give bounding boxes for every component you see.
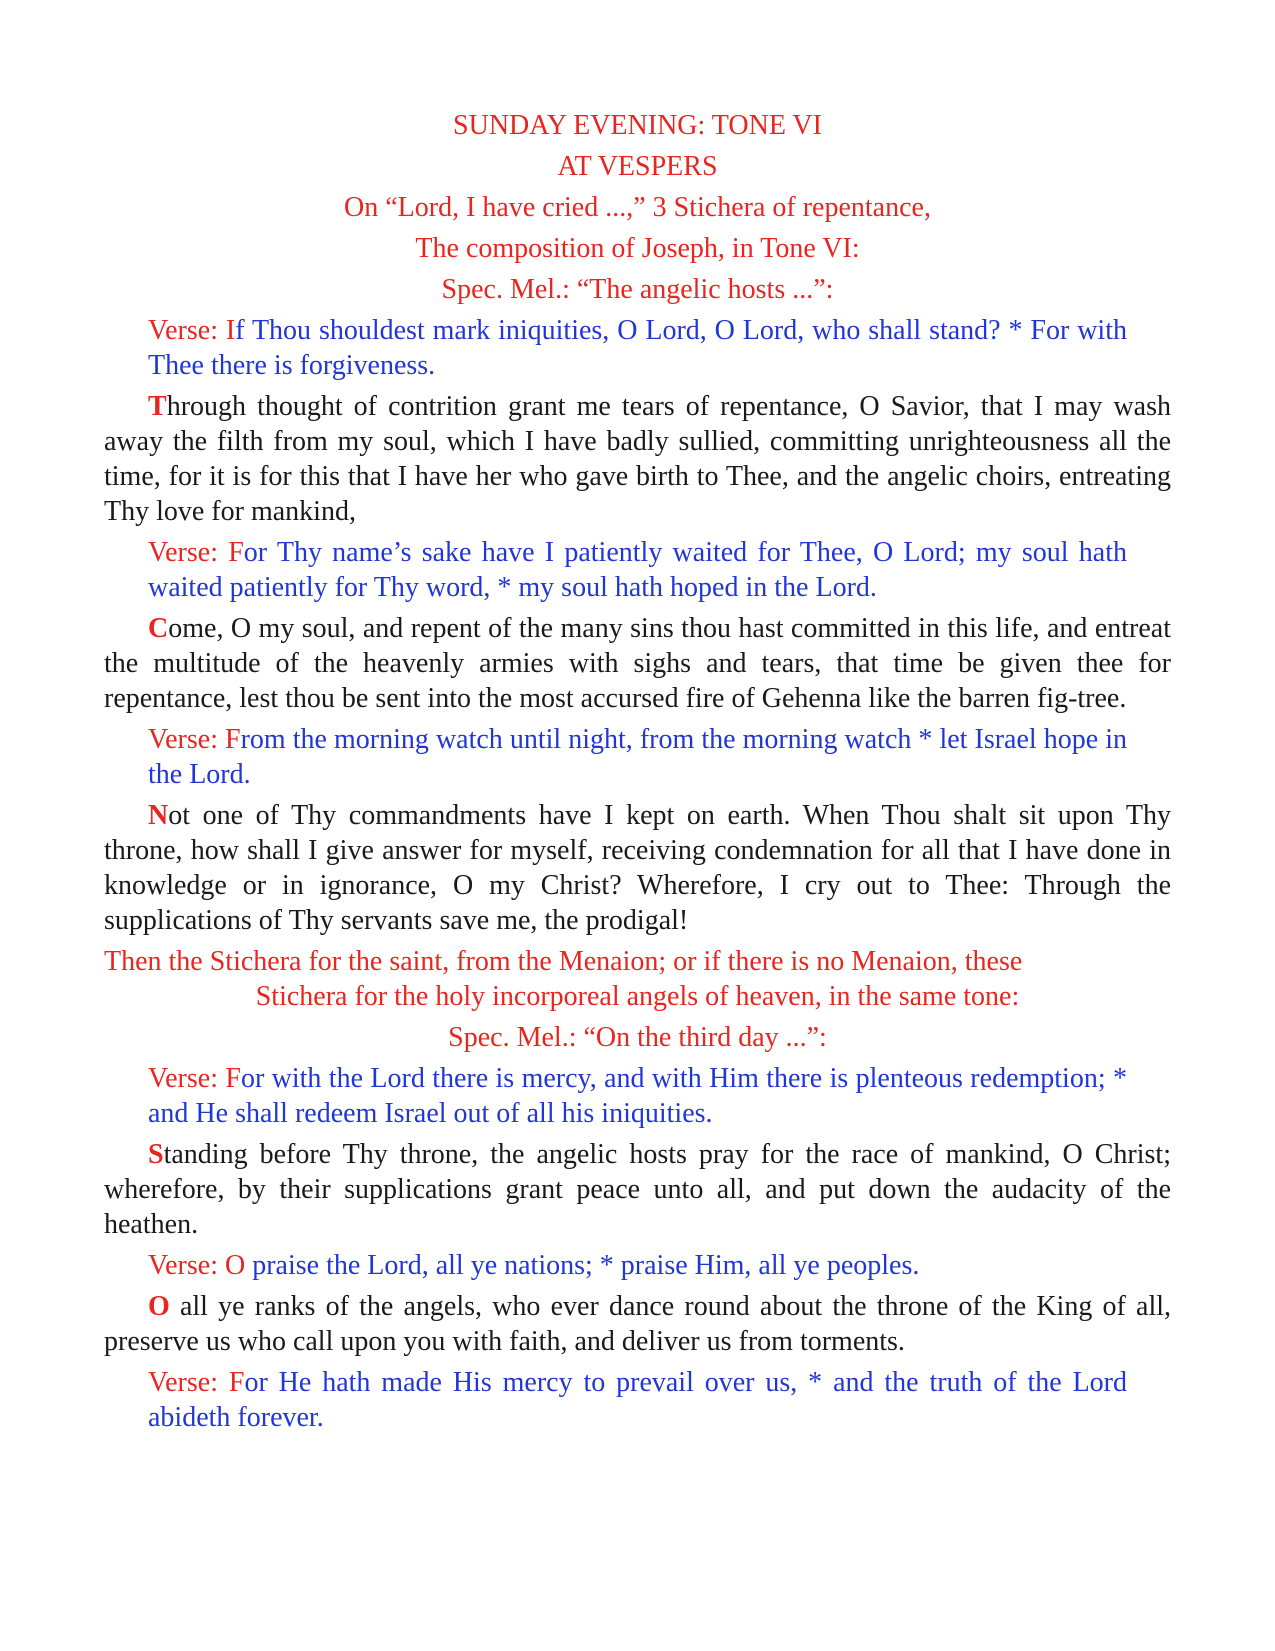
sticheron-initial: N	[148, 800, 169, 831]
sticheron	[104, 1289, 1171, 1359]
verse-lead-letter: F	[225, 724, 241, 755]
rubric-angels: Stichera for the holy incorporeal angels of heaven, in the same tone:	[255, 981, 1020, 1012]
verse-label: Verse:	[148, 1250, 225, 1281]
rubric-special-melody-2: Spec. Mel.: “On the third day ...”:	[448, 1022, 827, 1053]
sticheron-initial: T	[148, 391, 167, 422]
sticheron-text: ot one of Thy commandments have I kept on earth. When Thou shalt sit upon Thy throne, how shall I give answer for myself, receiving condemnation for all that I have done in knowledge or in ignorance, O my Christ? Wherefore, I cry out to Thee: Through the supplications of Thy servants save me, the prodigal!	[104, 800, 1171, 936]
verse-label: Verse:	[148, 315, 226, 346]
rubric-menaion: Then the Stichera for the saint, from the Menaion; or if there is no Menaion, these	[104, 946, 1023, 977]
verse	[148, 722, 1171, 792]
rubric-lord-i-have-cried: On “Lord, I have cried ...,” 3 Stichera of repentance,	[344, 192, 931, 223]
sticheron-text: hrough thought of contrition grant me tears of repentance, O Savior, that I may wash away the filth from my soul, which I have badly sullied, committing unrighteousness all the time, for it is for this that I have her who gave birth to Thee, and the angelic choirs, entreating Thy love for mankind,	[104, 391, 1171, 527]
rubric-composition: The composition of Joseph, in Tone VI:	[415, 233, 860, 264]
verse-text: or Thy name’s sake have I patiently waited for Thee, O Lord; my soul hath waited patiently for Thy word, * my soul hath hoped in the Lord.	[148, 537, 1127, 603]
sticheron	[104, 798, 1171, 938]
verse-label: Verse:	[148, 724, 226, 755]
sticheron-text: ome, O my soul, and repent of the many sins thou hast committed in this life, and entreat the multitude of the heavenly armies with sighs and tears, that time be given thee for repentance, lest thou be sent into the most accursed fire of Gehenna like the barren fig-tree.	[104, 613, 1171, 714]
verse-text: rom the morning watch until night, from the morning watch * let Israel hope in the Lord.	[148, 724, 1127, 790]
sticheron	[104, 1137, 1171, 1242]
sticheron	[104, 389, 1171, 529]
verse-label: Verse:	[148, 1367, 229, 1398]
verse-lead-letter: F	[228, 1367, 245, 1398]
verse-label: Verse:	[148, 537, 229, 568]
verse-label: Verse:	[148, 1063, 226, 1094]
verse	[148, 1248, 1171, 1283]
verse-lead-letter: O	[224, 1250, 246, 1281]
verse	[148, 1061, 1171, 1131]
sticheron-text: all ye ranks of the angels, who ever dance round about the throne of the King of all, preserve us who call upon you with faith, and deliver us from torments.	[104, 1291, 1171, 1357]
verse	[148, 313, 1171, 383]
verse-text: or He hath made His mercy to prevail over us, * and the truth of the Lord abideth forever.	[148, 1367, 1128, 1433]
service-title: SUNDAY EVENING: TONE VI	[453, 110, 822, 141]
rubric-special-melody: Spec. Mel.: “The angelic hosts ...”:	[441, 274, 834, 305]
sticheron-initial: S	[148, 1139, 164, 1170]
verse	[148, 535, 1171, 605]
sticheron-initial: O	[148, 1291, 170, 1322]
sticheron-text: tanding before Thy throne, the angelic hosts pray for the race of mankind, O Christ; wherefore, by their supplications grant peace unto all, and put down the audacity of the heathen.	[104, 1139, 1171, 1240]
sticheron	[104, 611, 1171, 716]
sticheron-initial: C	[148, 613, 169, 644]
verse-text: or with the Lord there is mercy, and with Him there is plenteous redemption; * and He shall redeem Israel out of all his iniquities.	[148, 1063, 1127, 1129]
verse-lead-letter: F	[228, 537, 244, 568]
verse-lead-letter: I	[225, 315, 236, 346]
service-subtitle: AT VESPERS	[557, 151, 718, 182]
verse-text: praise the Lord, all ye nations; * praise Him, all ye peoples.	[245, 1250, 920, 1281]
verse-text: f Thou shouldest mark iniquities, O Lord, O Lord, who shall stand? * For with Thee there is forgiveness.	[148, 315, 1127, 381]
verse	[148, 1365, 1171, 1435]
verse-lead-letter: F	[225, 1063, 241, 1094]
